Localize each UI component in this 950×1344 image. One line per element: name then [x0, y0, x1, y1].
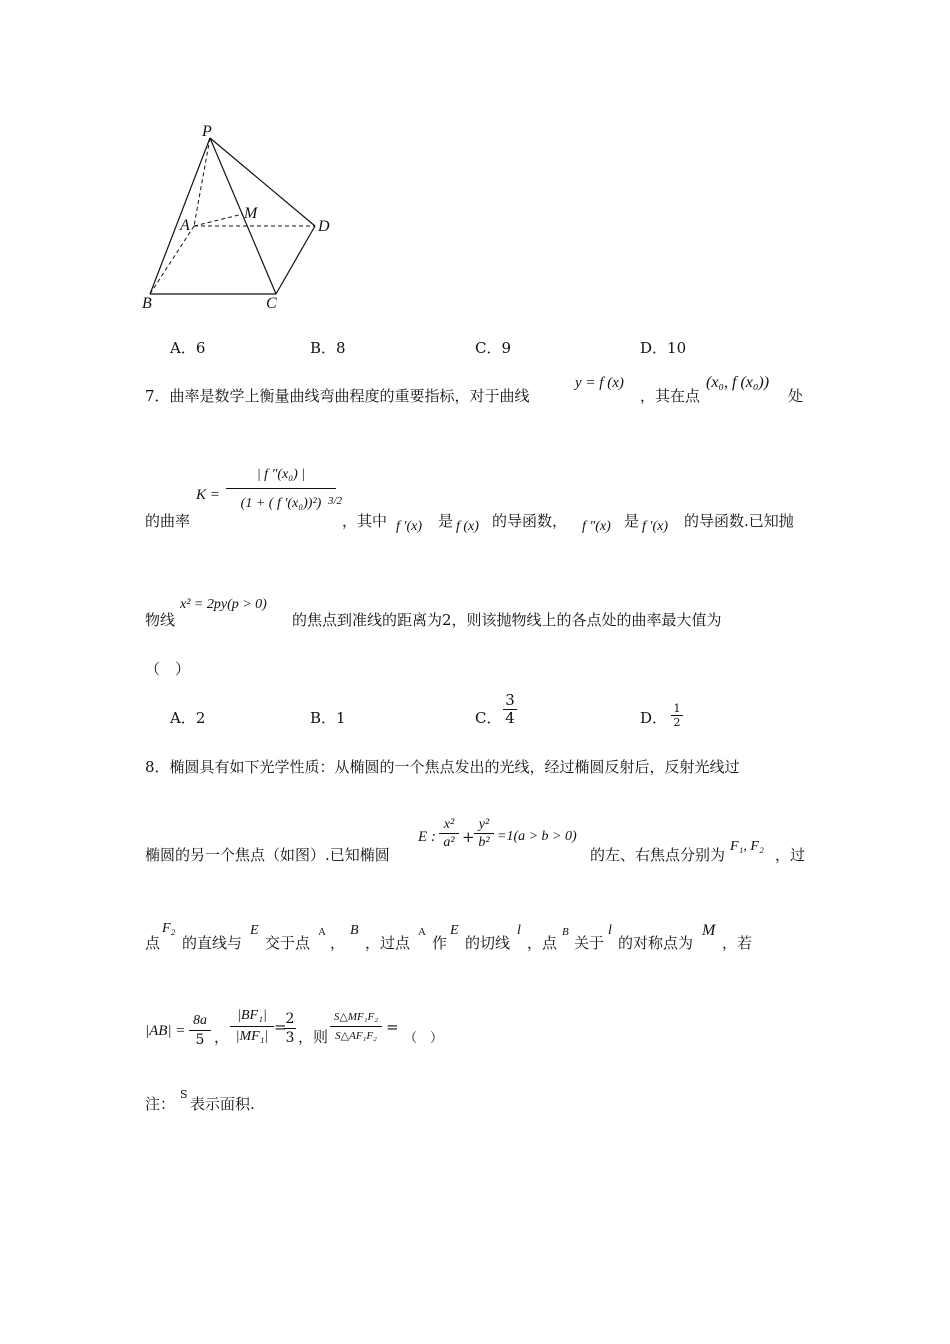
q7-formula-den: (1 + ( f ′(x₀))²) — [240, 496, 322, 511]
label-A: A — [180, 217, 190, 234]
q7-parabola: x² = 2py(p > 0) — [180, 597, 267, 612]
q8-text-2c: ，过 — [775, 846, 806, 864]
q8-ab-lhs: |AB| = — [145, 1023, 186, 1039]
q7-point: (x₀, f (x₀)) — [706, 374, 770, 391]
q8-s-den: S△AF₁F₂ — [335, 1030, 377, 1042]
q7-option-d-fraction — [671, 702, 683, 729]
q8-F2: F₂ — [162, 921, 176, 936]
q8-s-eq: = — [386, 1018, 399, 1036]
q8-l-2: l — [608, 923, 612, 938]
q8-text-3h: 关于 — [574, 934, 605, 952]
q8-pt-B: B — [350, 923, 359, 938]
edge-PD — [210, 138, 315, 226]
q8-pt-A-2: A — [418, 926, 426, 938]
q6-option-a[interactable]: A．6 — [170, 339, 206, 357]
q7-formula-exponent: 3/2 — [328, 495, 343, 507]
pyramid-figure — [130, 118, 350, 318]
q8-ellipse-y-frac — [474, 816, 494, 851]
q8-ratio-val-num: 2 — [285, 1011, 295, 1027]
q7-option-d-label[interactable]: D． — [640, 709, 668, 727]
edge-PA — [194, 138, 210, 226]
q8-text-3c: 交于点 — [265, 934, 311, 952]
q8-text-2b: 的左、右焦点分别为 — [590, 846, 726, 864]
q8-l-1: l — [517, 923, 521, 938]
q8-s-num: S△MF₁F₂ — [330, 1008, 382, 1027]
q7-is-1: 是 — [438, 512, 454, 530]
q7-text-1a: 7．曲率是数学上衡量曲线弯曲程度的重要指标，对于曲线 — [145, 387, 530, 405]
q8-ellipse-x-frac — [439, 816, 459, 851]
q6-option-d[interactable]: D．10 — [640, 339, 687, 357]
q8-s-frac — [330, 1008, 382, 1045]
q7-text-2c: 的导函数， — [492, 512, 568, 530]
q8-ellipse-y-num: y² — [474, 816, 494, 834]
q8-text-1: 8．椭圆具有如下光学性质：从椭圆的一个焦点发出的光线，经过椭圆反射后，反射光线过 — [145, 758, 740, 776]
q7-option-c-num: 3 — [503, 692, 517, 710]
q6-option-c[interactable]: C．9 — [475, 339, 512, 357]
q7-paren: （ ） — [145, 660, 191, 678]
q8-foci: F₁, F₂ — [730, 839, 764, 854]
q7-option-a[interactable]: A．2 — [170, 709, 206, 727]
q8-ab-den: 5 — [195, 1032, 205, 1048]
q8-comma-2: ， — [214, 1028, 230, 1046]
q7-option-b[interactable]: B．1 — [310, 709, 346, 727]
q7-option-d-num: 1 — [671, 702, 683, 716]
q8-ellipse-plus: + — [462, 828, 475, 846]
q7-option-c-fraction — [503, 692, 517, 727]
q6-option-b[interactable]: B．8 — [310, 339, 346, 357]
q7-fdouble: f ″(x) — [582, 519, 611, 534]
q8-text-3i: 的对称点为 — [618, 934, 694, 952]
q8-ellipse-E: E : — [418, 829, 436, 845]
label-B: B — [142, 295, 152, 312]
q7-formula-fraction — [226, 466, 336, 513]
label-M: M — [244, 205, 258, 222]
q8-ratio-den: |MF₁| — [235, 1029, 269, 1044]
edge-CD — [276, 226, 315, 294]
q8-text-2a: 椭圆的另一个焦点（如图）.已知椭圆 — [145, 846, 390, 864]
q7-fprime-2: f ′(x) — [642, 519, 668, 534]
q7-text-1c: 处 — [788, 387, 804, 405]
note-suffix: 表示面积. — [190, 1095, 255, 1113]
q7-fprime: f ′(x) — [396, 519, 422, 534]
q8-pt-M: M — [702, 922, 716, 939]
q7-text-3a: 物线 — [145, 611, 176, 629]
q8-ellipse-y-den: b² — [478, 835, 490, 850]
label-C: C — [266, 295, 277, 312]
edge-PB — [150, 138, 210, 294]
q8-text-3f: 的切线 — [465, 934, 511, 952]
label-P: P — [202, 123, 212, 140]
q8-paren: （ ） — [404, 1031, 444, 1046]
q8-E-1: E — [250, 923, 259, 938]
q7-formula-lhs: K = — [196, 487, 220, 503]
q8-pt-A: A — [318, 926, 326, 938]
q8-ratio-num: |BF₁| — [230, 1006, 274, 1027]
q8-ab-num: 8a — [189, 1012, 211, 1031]
note-S: S — [180, 1088, 188, 1101]
q8-ab-frac — [189, 1012, 211, 1049]
q8-ellipse-rhs: =1(a > b > 0) — [497, 829, 577, 844]
q8-ratio-eq: = — [274, 1018, 287, 1036]
q8-pt-B-2: B — [562, 926, 569, 938]
q7-text-2a: 的曲率 — [145, 512, 191, 530]
edge-PC — [210, 138, 276, 294]
note-prefix: 注： — [145, 1095, 176, 1113]
q7-curve: y = f (x) — [575, 375, 624, 391]
q7-formula-num: | f ″(x₀) | — [226, 466, 336, 489]
q8-text-3b: 的直线与 — [182, 934, 243, 952]
q8-text-3g: ，点 — [527, 934, 558, 952]
q7-option-d-den: 2 — [673, 716, 681, 729]
q8-ratio-val-frac — [284, 1010, 296, 1047]
q8-E-2: E — [450, 923, 459, 938]
q8-text-3e: 作 — [432, 934, 448, 952]
q7-option-c-den: 4 — [505, 709, 515, 727]
q8-ellipse-x-den: a² — [443, 835, 455, 850]
q8-ratio-val-den: 3 — [285, 1030, 295, 1046]
q8-ratio-frac — [230, 1006, 274, 1047]
label-D: D — [318, 218, 330, 235]
edge-AM — [194, 214, 243, 226]
q8-comma-1: ， — [330, 934, 346, 952]
q7-text-1b: ，其在点 — [640, 387, 701, 405]
q8-text-3j: ，若 — [722, 934, 753, 952]
q8-text-3a: 点 — [145, 934, 161, 952]
q7-text-3b: 的焦点到准线的距离为2，则该抛物线上的各点处的曲率最大值为 — [292, 611, 722, 629]
q7-text-2b: ，其中 — [342, 512, 388, 530]
q8-then: ，则 — [298, 1028, 329, 1046]
q8-ellipse-x-num: x² — [439, 816, 459, 834]
q7-text-2d: 的导函数.已知抛 — [684, 512, 794, 530]
q8-text-3d: ，过点 — [365, 934, 411, 952]
q7-is-2: 是 — [624, 512, 640, 530]
q7-option-c-label[interactable]: C． — [475, 709, 502, 727]
q7-fx: f (x) — [456, 519, 479, 534]
